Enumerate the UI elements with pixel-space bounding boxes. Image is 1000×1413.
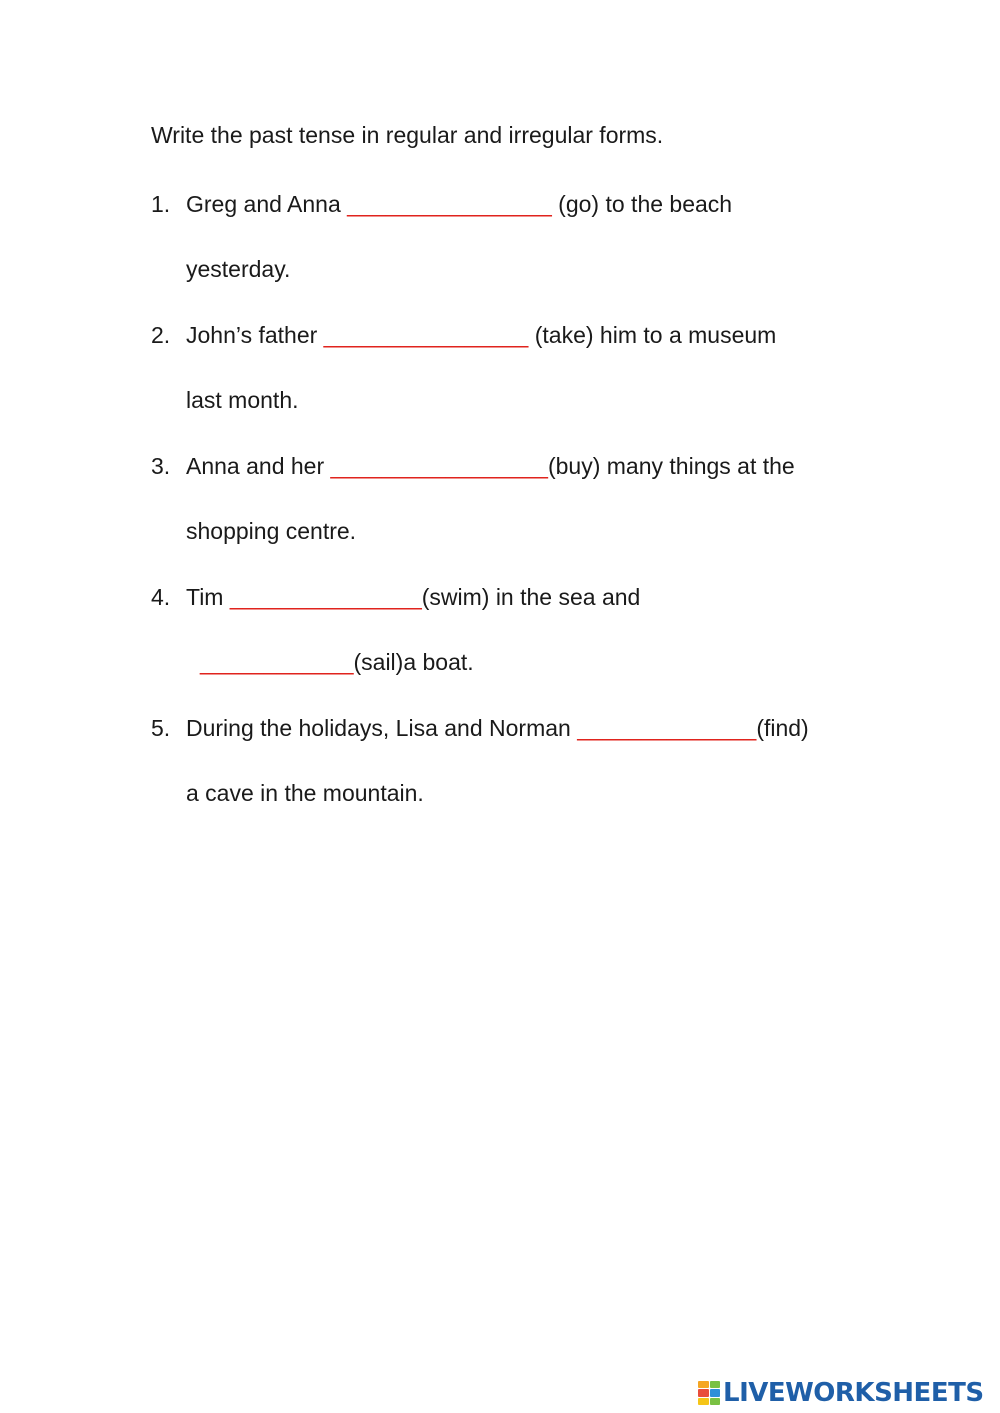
item-number: 3. [151,453,171,479]
item-text: John’s father [186,322,324,348]
item-continuation: last month. [186,387,299,413]
answer-blank[interactable]: _______________ [229,584,422,610]
item-number: 4. [151,584,171,610]
item-number: 2. [151,322,171,348]
logo-mark-icon [698,1381,720,1405]
logo-text: LIVEWORKSHEETS [723,1378,984,1408]
item-line [186,450,795,482]
liveworksheets-logo[interactable] [698,1377,984,1409]
item-text: Greg and Anna [186,191,348,217]
instruction-text: Write the past tense in regular and irregular forms. [151,122,664,148]
answer-blank[interactable]: ______________ [577,715,757,741]
item-text: (go) to the beach [551,191,733,217]
item-continuation [200,646,474,678]
item-number: 5. [151,715,171,741]
item-text: (sail)a boat. [353,649,474,675]
item-line [186,188,732,220]
answer-blank[interactable]: ____________ [200,649,354,675]
item-continuation: a cave in the mountain. [186,780,424,806]
item-continuation: shopping centre. [186,518,357,544]
item-text: Anna and her [186,453,331,479]
item-line [186,319,776,351]
item-text: (find) [756,715,809,741]
item-line [186,712,809,744]
item-text: (buy) many things at the [547,453,795,479]
item-text: During the holidays, Lisa and Norman [186,715,578,741]
answer-blank[interactable]: ________________ [347,191,552,217]
answer-blank[interactable]: ________________ [323,322,529,348]
item-text: (swim) in the sea and [421,584,641,610]
item-number: 1. [151,191,171,217]
item-line [186,581,640,613]
item-text: Tim [186,584,230,610]
item-text: (take) him to a museum [528,322,777,348]
answer-blank[interactable]: _________________ [330,453,548,479]
item-continuation: yesterday. [186,256,291,282]
